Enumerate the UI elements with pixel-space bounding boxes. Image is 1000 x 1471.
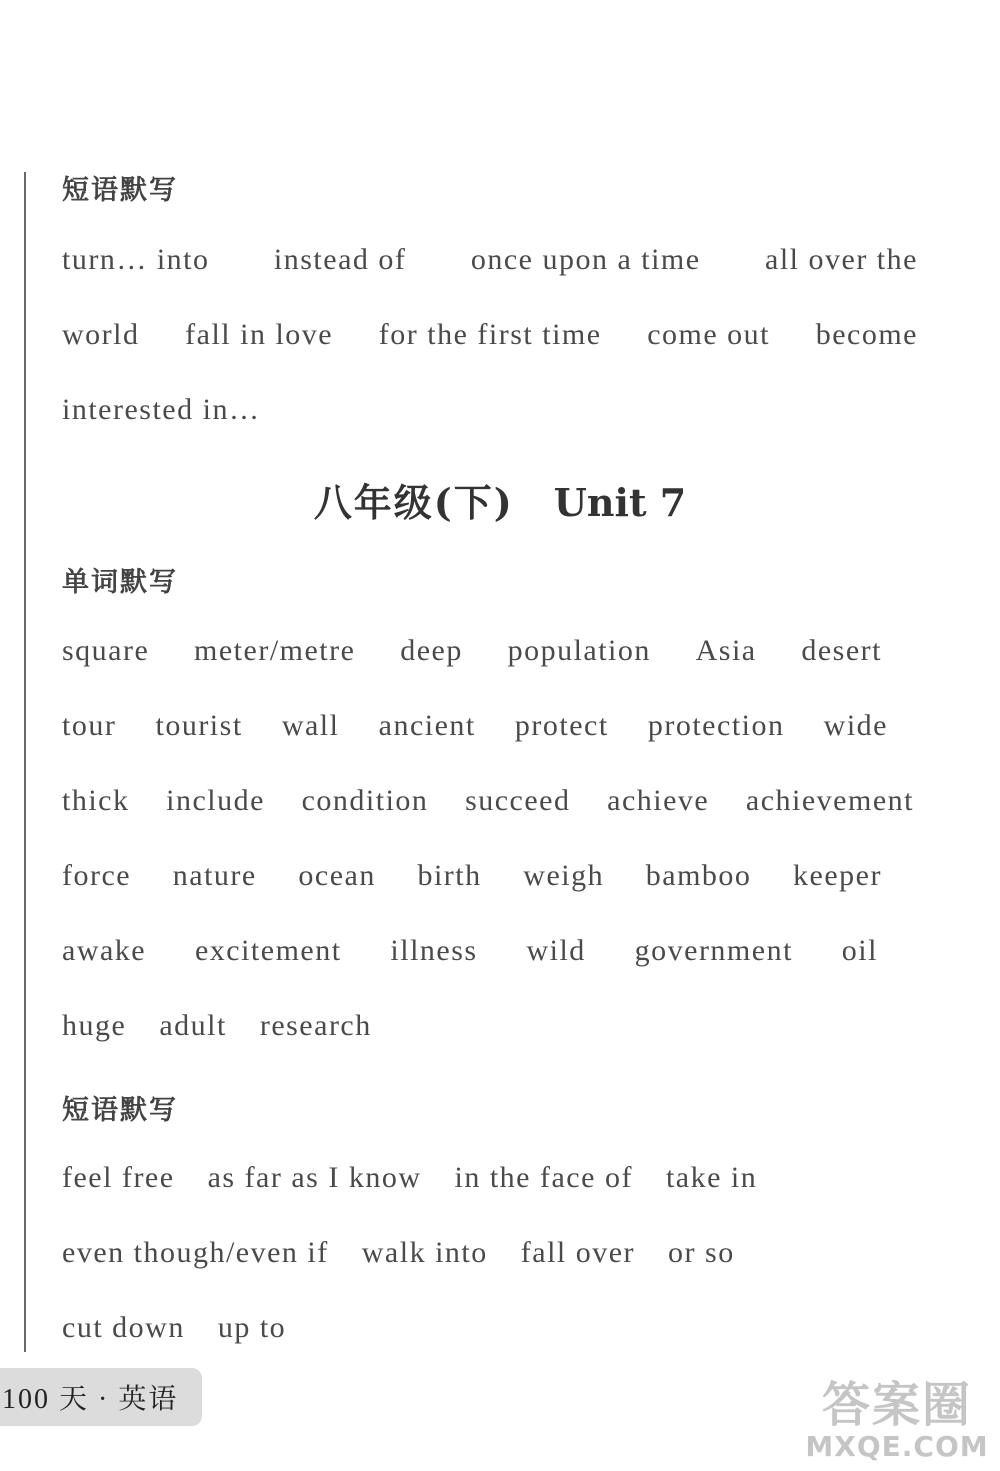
phrase-item: interested in…	[62, 393, 261, 426]
phrase-item: walk into	[361, 1236, 488, 1269]
word-item: tour	[62, 709, 117, 742]
phrase-item: or so	[668, 1236, 735, 1269]
word-item: keeper	[793, 859, 882, 892]
word-item: excitement	[194, 934, 342, 967]
phrase-item: as far as I know	[207, 1161, 422, 1194]
watermark-url: MXQE.COM	[805, 1430, 989, 1463]
unit-title	[0, 472, 1000, 527]
word-item: government	[634, 934, 793, 967]
phrase-item: take in	[665, 1161, 758, 1194]
word-line-1	[62, 634, 882, 668]
phrase-item: once upon a time	[470, 243, 701, 276]
word-item: wall	[281, 709, 340, 742]
word-item: population	[507, 634, 651, 667]
watermark-title: 答案圈	[821, 1377, 972, 1433]
phrase-item: up to	[217, 1311, 287, 1344]
word-item: awake	[62, 934, 147, 967]
word-item: desert	[801, 634, 882, 667]
word-item: thick	[62, 784, 130, 817]
phrase-item: fall over	[520, 1236, 636, 1269]
word-line-6	[62, 1009, 918, 1043]
phrase-item: feel free	[62, 1161, 175, 1194]
phrase-item: instead of	[273, 243, 407, 276]
unit-number: Unit 7	[553, 480, 687, 525]
word-item: force	[62, 859, 132, 892]
section-heading-words: 单词默写	[62, 567, 178, 598]
phrase-item: become	[815, 318, 918, 351]
unit-grade: 八年级(下)	[313, 480, 514, 525]
margin-rule	[24, 172, 26, 1352]
word-item: birth	[417, 859, 482, 892]
phrase-line-6	[62, 1311, 918, 1345]
word-item: adult	[159, 1009, 227, 1042]
word-item: protection	[647, 709, 785, 742]
word-line-3	[62, 784, 914, 818]
word-item: wide	[823, 709, 888, 742]
word-line-2	[62, 709, 888, 743]
phrase-item: fall in love	[185, 318, 334, 351]
word-item: tourist	[155, 709, 243, 742]
watermark-logo	[802, 1374, 992, 1466]
footer-label: 100 天 · 英语	[2, 1384, 179, 1415]
word-item: research	[259, 1009, 372, 1042]
word-item: Asia	[695, 634, 757, 667]
word-item: protect	[514, 709, 609, 742]
section-heading-phrases-2: 短语默写	[62, 1095, 178, 1126]
word-item: wild	[526, 934, 586, 967]
word-item: achievement	[745, 784, 914, 817]
phrase-item: all over the	[765, 243, 918, 276]
phrase-line-1	[62, 243, 918, 277]
phrase-item: even though/even if	[62, 1236, 329, 1269]
word-item: meter/metre	[194, 634, 356, 667]
word-item: ocean	[298, 859, 376, 892]
phrase-item: come out	[647, 318, 771, 351]
footer-page-tab	[0, 1368, 202, 1426]
phrase-item: for the first time	[378, 318, 602, 351]
word-item: deep	[400, 634, 463, 667]
phrase-item: world	[62, 318, 140, 351]
phrase-line-3	[62, 393, 918, 427]
word-item: square	[62, 634, 150, 667]
word-item: oil	[841, 934, 878, 967]
phrase-item: in the face of	[454, 1161, 633, 1194]
phrase-line-5	[62, 1236, 918, 1270]
word-line-5	[62, 934, 878, 968]
phrase-item: turn… into	[62, 243, 210, 276]
word-item: succeed	[465, 784, 571, 817]
word-item: nature	[172, 859, 257, 892]
phrase-line-4	[62, 1161, 918, 1195]
word-item: include	[166, 784, 265, 817]
word-item: ancient	[378, 709, 476, 742]
word-line-4	[62, 859, 882, 893]
phrase-item: cut down	[62, 1311, 185, 1344]
word-item: condition	[301, 784, 429, 817]
word-item: weigh	[523, 859, 605, 892]
section-heading-phrases-1: 短语默写	[62, 175, 178, 206]
word-item: bamboo	[645, 859, 752, 892]
word-item: huge	[62, 1009, 127, 1042]
word-item: achieve	[607, 784, 710, 817]
word-item: illness	[390, 934, 478, 967]
phrase-line-2	[62, 318, 918, 352]
